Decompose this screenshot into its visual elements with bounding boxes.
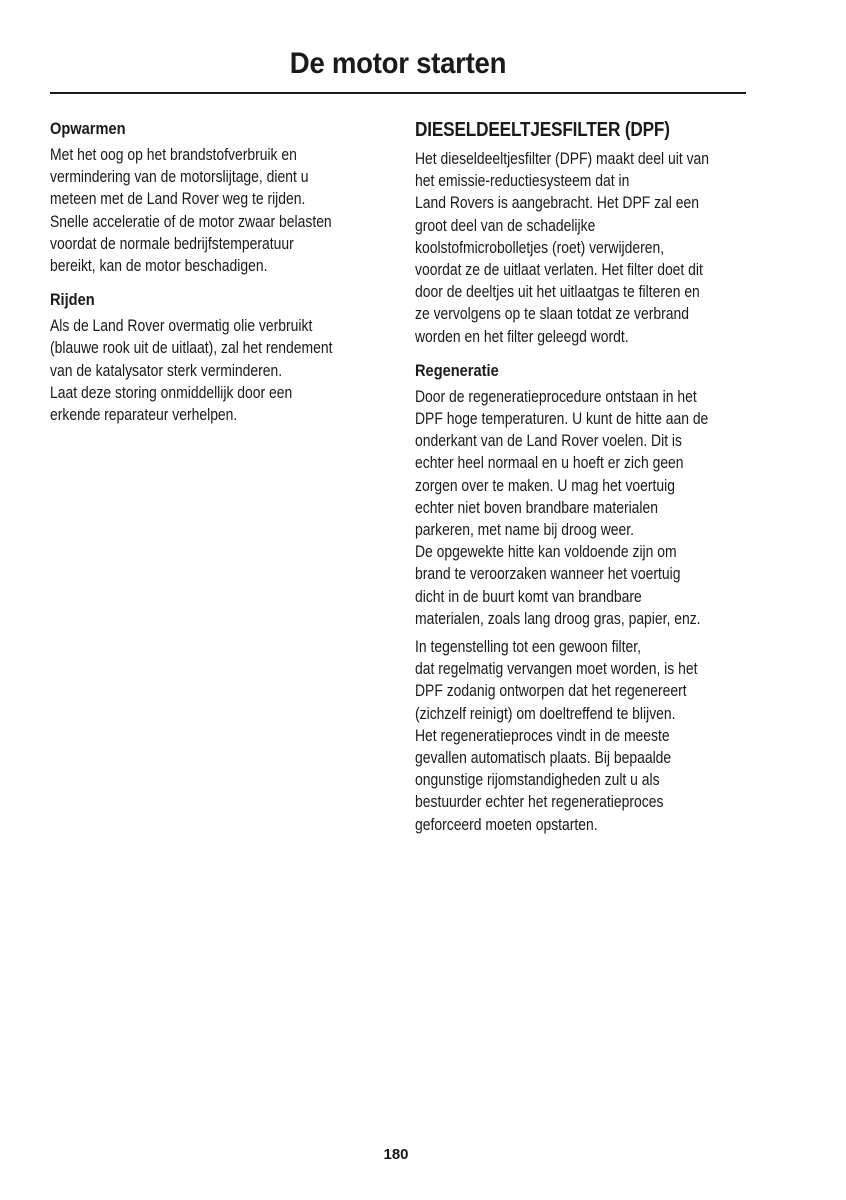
right-column bbox=[415, 118, 760, 836]
title-divider bbox=[50, 92, 746, 94]
section-spacer bbox=[50, 277, 394, 289]
page-title: De motor starten bbox=[289, 47, 507, 80]
right-column-content bbox=[415, 118, 759, 836]
dpf-paragraph: Het dieseldeeltjesfilter (DPF) maakt deel uit van het emissie-reductiesysteem dat in Land Rovers is aangebracht. Het DPF zal een groot deel van de schadelijke koolstofmicrobolletjes (roet) verwijderen, voordat ze de uitlaat verlaten. Het filter doet dit door de deeltjes uit het uitlaatgas te filteren en ze vervolgens op te slaan totdat ze verbrand worden en het filter geleegd wordt. bbox=[415, 150, 710, 346]
page-number: 180 bbox=[383, 1146, 409, 1163]
left-column bbox=[50, 118, 395, 426]
dpf-heading: DIESELDEELTJESFILTER (DPF) bbox=[415, 119, 670, 141]
regeneratie-paragraph-1: Door de regeneratieprocedure ontstaan in het DPF hoge temperaturen. U kunt de hitte aan de onderkant van de Land Rover voelen. Dit is echter heel normaal en u hoeft er zich geen zorgen over te maken. U mag het voertuig echter niet boven brandbare materialen parkeren, met name bij droog weer. De opgewekte hitte kan voldoende zijn om brand te veroorzaken wanneer het voertuig dicht in de buurt komt van brandbare materialen, zoals lang droog gras, papier, enz. bbox=[415, 387, 709, 628]
rijden-paragraph: Als de Land Rover overmatig olie verbruikt (blauwe rook uit de uitlaat), zal het rendement van de katalysator sterk verminderen. Laat deze storing onmiddellijk door een erkende reparateur verhelpen. bbox=[50, 317, 333, 425]
section-spacer bbox=[415, 348, 759, 360]
opwarmen-paragraph: Met het oog op het brandstofverbruik en vermindering van de motorslijtage, dient u meteen met de Land Rover weg te rijden. Snelle acceleratie of de motor zwaar belasten voordat de normale bedrijfstemperatuur bereikt, kan de motor beschadigen. bbox=[50, 146, 332, 276]
regeneratie-heading: Regeneratie bbox=[415, 360, 499, 380]
opwarmen-heading: Opwarmen bbox=[50, 119, 126, 138]
regeneratie-paragraph-2: In tegenstelling tot een gewoon filter, dat regelmatig vervangen moet worden, is het DPF zodanig ontworpen dat het regenereert (zichzelf reinigt) om doeltreffend te blijven. Het regeneratieproces vindt in de meeste gevallen automatisch plaats. Bij bepaalde ongunstige rijomstandigheden zult u als bestuurder echter het regeneratieproces geforceerd moeten opstarten. bbox=[415, 638, 698, 834]
left-column-content bbox=[50, 118, 394, 426]
rijden-heading: Rijden bbox=[50, 290, 95, 310]
